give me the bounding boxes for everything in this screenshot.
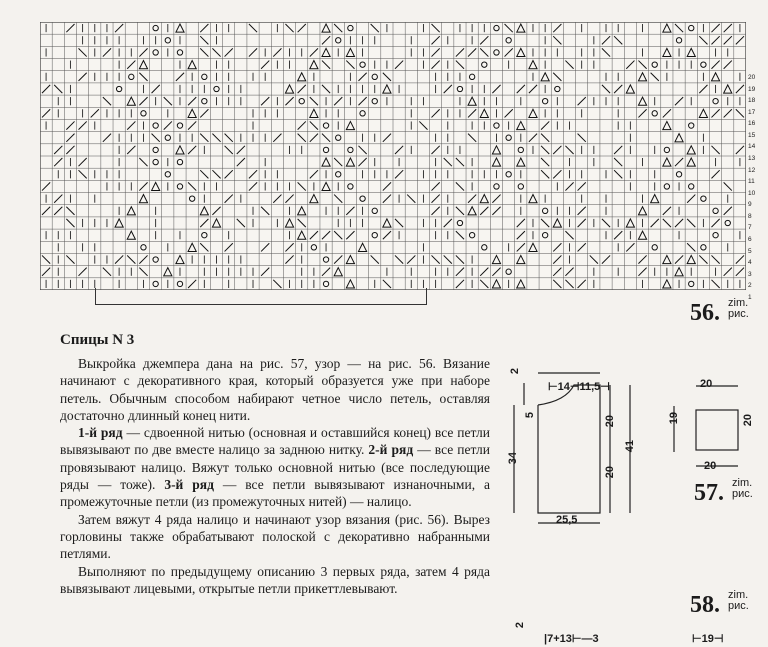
chart-row-number: 9 <box>748 201 752 209</box>
chart-row-number: 12 <box>748 166 756 174</box>
chart-row-number: 11 <box>748 178 755 186</box>
chart-row-number: 20 <box>748 74 756 81</box>
dim-sleeve-left: 19 <box>668 412 680 425</box>
figure-56-label: 56. zim. рис. <box>690 297 749 326</box>
dim-right-total: 41 <box>624 440 636 453</box>
dim-left-total: 34 <box>507 452 519 465</box>
dim-top-1: ⊢14⊣11,5⊣ <box>548 381 610 393</box>
chart-row-number: 4 <box>748 259 752 267</box>
chart-row-number: 6 <box>748 236 752 244</box>
chart-row-number: 10 <box>748 189 756 197</box>
dim-mid-lower: 20 <box>604 466 616 479</box>
chart-row-number: 19 <box>748 85 756 93</box>
paragraph-1: Выкройка джемпера дана на рис. 57, узор — на рис. 56. Вязание начинают с декоративного края, который образуется уже при наборе петель. Обычным способом набирают четное число петель, оставляя достаточно длинный конец нити. <box>60 356 490 423</box>
paragraph-3: Затем вяжут 4 ряда налицо и начинают узор вязания (рис. 56). Вырез горловины также обрабатывают полоской с декоративно набранными петлями. <box>60 511 490 562</box>
article-body <box>60 355 490 597</box>
chart-row-number: 15 <box>748 131 756 139</box>
chart-row-number: 1 <box>748 293 752 301</box>
figure-58-label: 58. zim. рис. <box>690 589 749 618</box>
figure-57-label: 57. zim. рис. <box>694 477 753 506</box>
chart-row-number: 7 <box>748 224 752 232</box>
chart-row-number: 18 <box>748 97 756 105</box>
dim-sleeve-drop: 2 <box>509 368 521 375</box>
knitting-chart <box>40 22 746 290</box>
chart-row-number: 2 <box>748 282 752 290</box>
section-heading: Спицы N 3 <box>60 332 135 348</box>
chart-row-number: 5 <box>748 247 752 255</box>
chart-row-number: 13 <box>748 155 756 162</box>
chart-row-number: 17 <box>748 108 756 116</box>
dim-mid-upper: 20 <box>604 415 616 428</box>
chart-row-number: 3 <box>748 270 752 278</box>
chart-row-number: 8 <box>748 212 752 220</box>
paragraph-2: 1-й ряд — сдвоенной нитью (основная и оставшийся конец) все петли вывязывают по две вместе налицо за заднюю нитку. 2-й ряд — все петли провязывают налицо. Вяжут только основной нитью (все последующие ряды — тоже). 3-й ряд — все петли вывязывают изнаночными, а промежуточные петли (из промежуточных нитей) — налицо. <box>60 425 491 510</box>
dim-bottom: 25,5 <box>556 514 578 526</box>
chart-row-number: 16 <box>748 120 756 128</box>
dim-58-left: 2 <box>514 622 526 629</box>
dim-neck: 5 <box>524 412 536 419</box>
chart-row-numbers <box>748 22 768 301</box>
paragraph-4: Выполняют по предыдущему описанию 3 первых ряда, затем 4 ряда вывязывают лицевыми, открытые петли прикеттлевывают. <box>60 563 490 596</box>
dim-58-top: |7+13⊢—3 <box>544 633 599 645</box>
chart-row-number: 14 <box>748 143 756 151</box>
dim-58-top2: ⊢19⊣ <box>692 633 724 645</box>
dim-sleeve-right: 20 <box>742 414 754 427</box>
chart-repeat-bracket <box>95 288 427 305</box>
dim-sleeve-top: 20 <box>700 378 713 390</box>
dim-sleeve-bottom: 20 <box>704 460 717 472</box>
